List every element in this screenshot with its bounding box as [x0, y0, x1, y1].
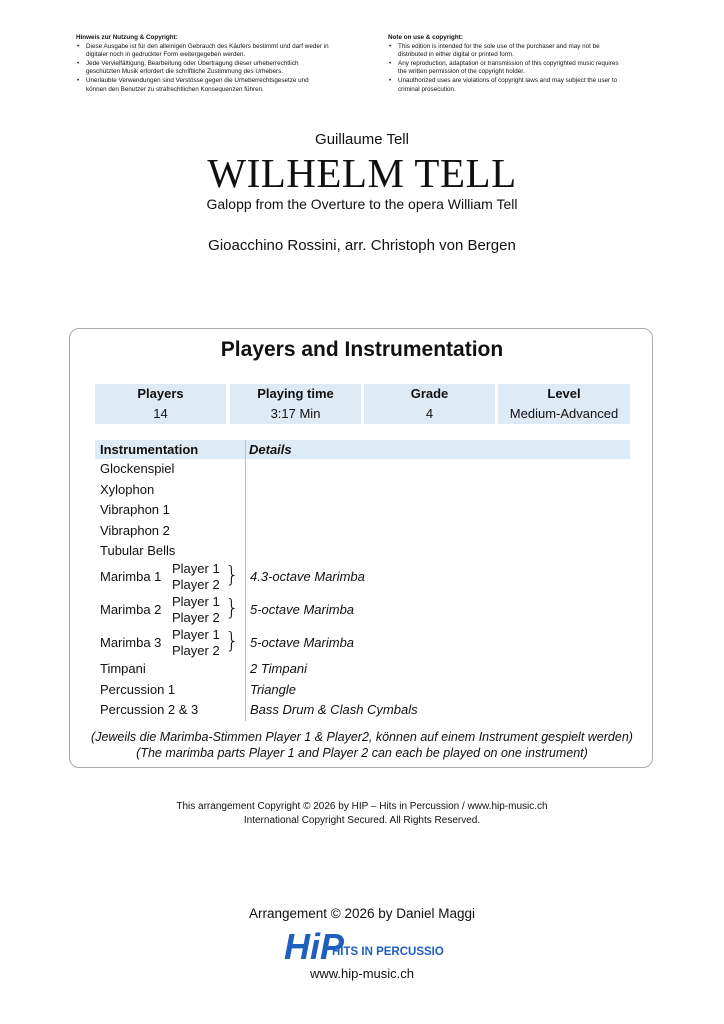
copyright-line: International Copyright Secured. All Rights Reserved.	[243, 815, 481, 826]
instrument-detail: 5-octave Marimba	[250, 602, 355, 617]
stats-row	[95, 384, 630, 424]
player-label: Player 2	[172, 610, 220, 625]
instrument-detail: 4.3-octave Marimba	[250, 569, 365, 584]
stat-playing-time	[230, 384, 361, 424]
footnote-english: (The marimba parts Player 1 and Player 2 can each be played on one instrument)	[136, 746, 588, 760]
stat-label: Players	[137, 386, 184, 401]
stat-value: Medium-Advanced	[509, 406, 619, 421]
notice-german-item: • Jede Vervielfältigung, Bearbeitung oder Übertragung dieser urheberrechtlich geschützten Musik erfordert die schriftliche Zustimmung des Urhebers.	[86, 60, 331, 77]
notice-english-item: • Any reproduction, adaptation or transmission of this copyrighted music requires the written permission of the copyright holder.	[398, 60, 620, 77]
footnote-german: (Jeweils die Marimba-Stimmen Player 1 & Player2, können auf einem Instrument gespielt werden)	[91, 730, 633, 744]
notice-english-list	[388, 43, 620, 95]
instrument-name: Marimba 2	[100, 602, 162, 617]
player-label: Player 2	[172, 643, 220, 658]
player-label: Player 1	[172, 561, 220, 576]
copyright-line: This arrangement Copyright © 2026 by HIP – Hits in Percussion / www.hip-music.ch	[176, 801, 548, 812]
instrument-detail: Bass Drum & Clash Cymbals	[250, 702, 418, 717]
notice-german-item: • Diese Ausgabe ist für den alleinigen Gebrauch des Käufers bestimmt und darf weder in digitaler noch in gedruckter Form weitergegeben werden.	[86, 43, 331, 60]
instrumentation-column-header: Instrumentation	[100, 442, 199, 457]
stat-label: Level	[547, 386, 581, 401]
instrument-name: Tubular Bells	[100, 543, 176, 558]
brace-icon: }	[225, 563, 239, 588]
brace-icon: }	[225, 629, 239, 654]
notice-german-item: • Unerlaubte Verwendungen sind Verstösse gegen die Urheberrechtsgesetze und können den Benutzer zu strafrechtlichen Konsequenzen führen.	[86, 77, 331, 94]
instrumentation-header	[95, 440, 630, 459]
table-row	[95, 561, 630, 595]
instrument-name: Percussion 1	[100, 682, 176, 697]
arrangement-credit: Arrangement © 2026 by Daniel Maggi	[248, 906, 476, 921]
notice-english	[388, 34, 620, 94]
stat-value: 3:17 Min	[270, 406, 321, 421]
stat-level	[498, 384, 630, 424]
stat-value: 14	[153, 406, 168, 421]
stat-label: Grade	[410, 386, 449, 401]
instrument-name: Vibraphon 1	[100, 502, 170, 517]
logo-text: HITS IN PERCUSSION	[332, 946, 444, 958]
notice-english-item: • This edition is intended for the sole use of the purchaser and may not be distributed in either digital or printed form.	[398, 43, 620, 60]
notice-english-title: Note on use & copyright:	[388, 34, 463, 41]
instrument-detail: Triangle	[250, 682, 297, 697]
instrument-name: Glockenspiel	[100, 461, 175, 476]
notice-german-list	[76, 43, 331, 95]
instrument-detail: 2 Timpani	[250, 661, 307, 676]
page-title: WILHELM TELL	[207, 150, 517, 196]
instrument-name: Xylophon	[100, 482, 155, 497]
stat-players	[95, 384, 226, 424]
instrument-name: Percussion 2 & 3	[100, 702, 199, 717]
hip-logo	[282, 925, 444, 965]
stat-label: Playing time	[257, 386, 334, 401]
player-label: Player 1	[172, 627, 220, 642]
stat-value: 4	[425, 406, 434, 421]
website-link[interactable]: www.hip-music.ch	[309, 966, 415, 981]
subtitle: Galopp from the Overture to the opera William Tell	[206, 196, 518, 212]
player-label: Player 2	[172, 577, 220, 592]
table-row	[95, 627, 630, 661]
box-title: Players and Instrumentation	[220, 338, 504, 361]
notice-german-title: Hinweis zur Nutzung & Copyright:	[76, 34, 178, 41]
instrument-name: Vibraphon 2	[100, 523, 170, 538]
hip-logo-icon	[282, 925, 444, 965]
instrument-name: Marimba 1	[100, 569, 162, 584]
composer-credit: Gioacchino Rossini, arr. Christoph von Bergen	[208, 237, 516, 254]
notice-german	[76, 34, 331, 94]
instrument-name: Timpani	[100, 661, 146, 676]
table-row	[95, 594, 630, 628]
brace-icon: }	[225, 596, 239, 621]
pre-title: Guillaume Tell	[315, 131, 409, 148]
notice-english-item: • Unauthorized uses are violations of copyright laws and may subject the user to criminal prosecution.	[398, 77, 620, 94]
instrument-name: Marimba 3	[100, 635, 162, 650]
stat-grade	[364, 384, 495, 424]
instrument-detail: 5-octave Marimba	[250, 635, 355, 650]
details-column-header: Details	[249, 442, 292, 457]
logo-mark: HiP	[284, 926, 345, 965]
player-label: Player 1	[172, 594, 220, 609]
